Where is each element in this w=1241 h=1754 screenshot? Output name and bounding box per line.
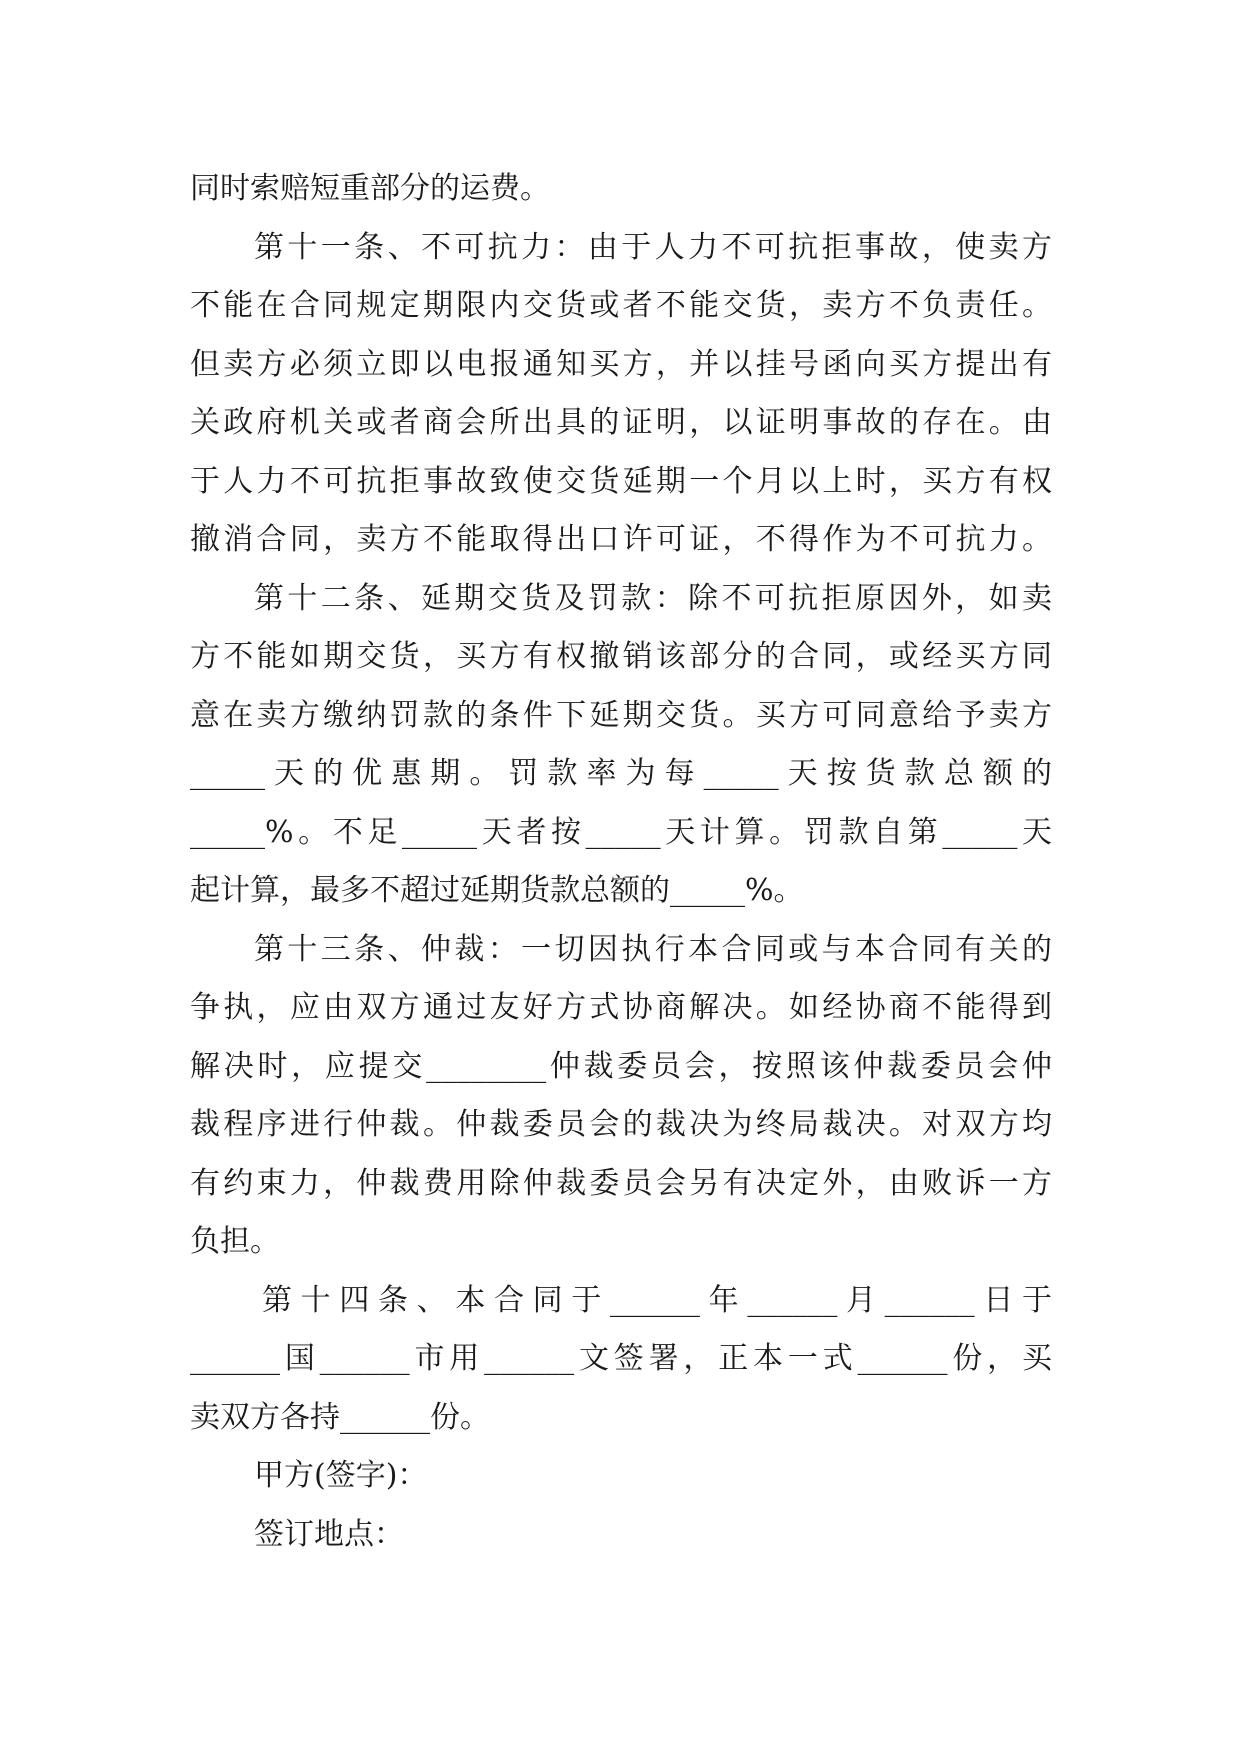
article-13-line-1: 第十三条、仲裁：一切因执行本合同或与本合同有关的 [254,931,1052,967]
article-12-line-1: 第十二条、延期交货及罚款：除不可抗拒原因外，如卖 [254,580,1052,616]
article-11-line-2: 不能在合同规定期限内交货或者不能交货，卖方不负责任。 [190,288,1052,323]
document-page [190,160,1052,1564]
article-12-line-4: _____天的优惠期。罚款率为每_____天按货款总额的 [190,756,1052,791]
article-13-line-3: 解决时，应提交________仲裁委员会，按照该仲裁委员会仲 [190,1048,1052,1084]
article-14-line-2: ______国______市用______文签署，正本一式______份，买 [190,1341,1052,1376]
article-11-line-1: 第十一条、不可抗力：由于人力不可抗拒事故，使卖方 [254,229,1052,265]
text-line-continuation: 同时索赔短重部分的运费。 [190,171,550,206]
article-11-line-3: 但卖方必须立即以电报通知买方，并以挂号函向买方提出有 [190,346,1052,382]
article-11-line-4: 关政府机关或者商会所出具的证明，以证明事故的存在。由 [190,405,1052,440]
article-13-line-5: 有约束力，仲裁费用除仲裁委员会另有决定外，由败诉一方 [190,1165,1052,1201]
article-14-line-3: 卖双方各持______份。 [190,1399,490,1435]
article-12-line-6: 起计算，最多不超过延期货款总额的_____%。 [190,873,804,908]
signing-location-label: 签订地点： [254,1516,404,1552]
article-13-line-6: 负担。 [190,1224,280,1259]
article-12-line-3: 意在卖方缴纳罚款的条件下延期交货。买方可同意给予卖方 [190,697,1052,733]
party-a-signature-label: 甲方(签字)： [254,1458,428,1493]
article-11-line-5: 于人力不可抗拒事故致使交货延期一个月以上时，买方有权 [190,463,1052,499]
article-14-line-1: 第十四条、本合同于______年______月______日于 [262,1282,1052,1318]
article-13-line-2: 争执，应由双方通过友好方式协商解决。如经协商不能得到 [190,990,1052,1025]
article-12-line-5: _____%。不足_____天者按_____天计算。罚款自第_____天 [190,814,1052,850]
article-12-line-2: 方不能如期交货，买方有权撤销该部分的合同，或经买方同 [190,639,1052,674]
article-13-line-4: 裁程序进行仲裁。仲裁委员会的裁决为终局裁决。对双方均 [190,1107,1052,1142]
article-11-line-6: 撤消合同，卖方不能取得出口许可证，不得作为不可抗力。 [190,522,1052,557]
